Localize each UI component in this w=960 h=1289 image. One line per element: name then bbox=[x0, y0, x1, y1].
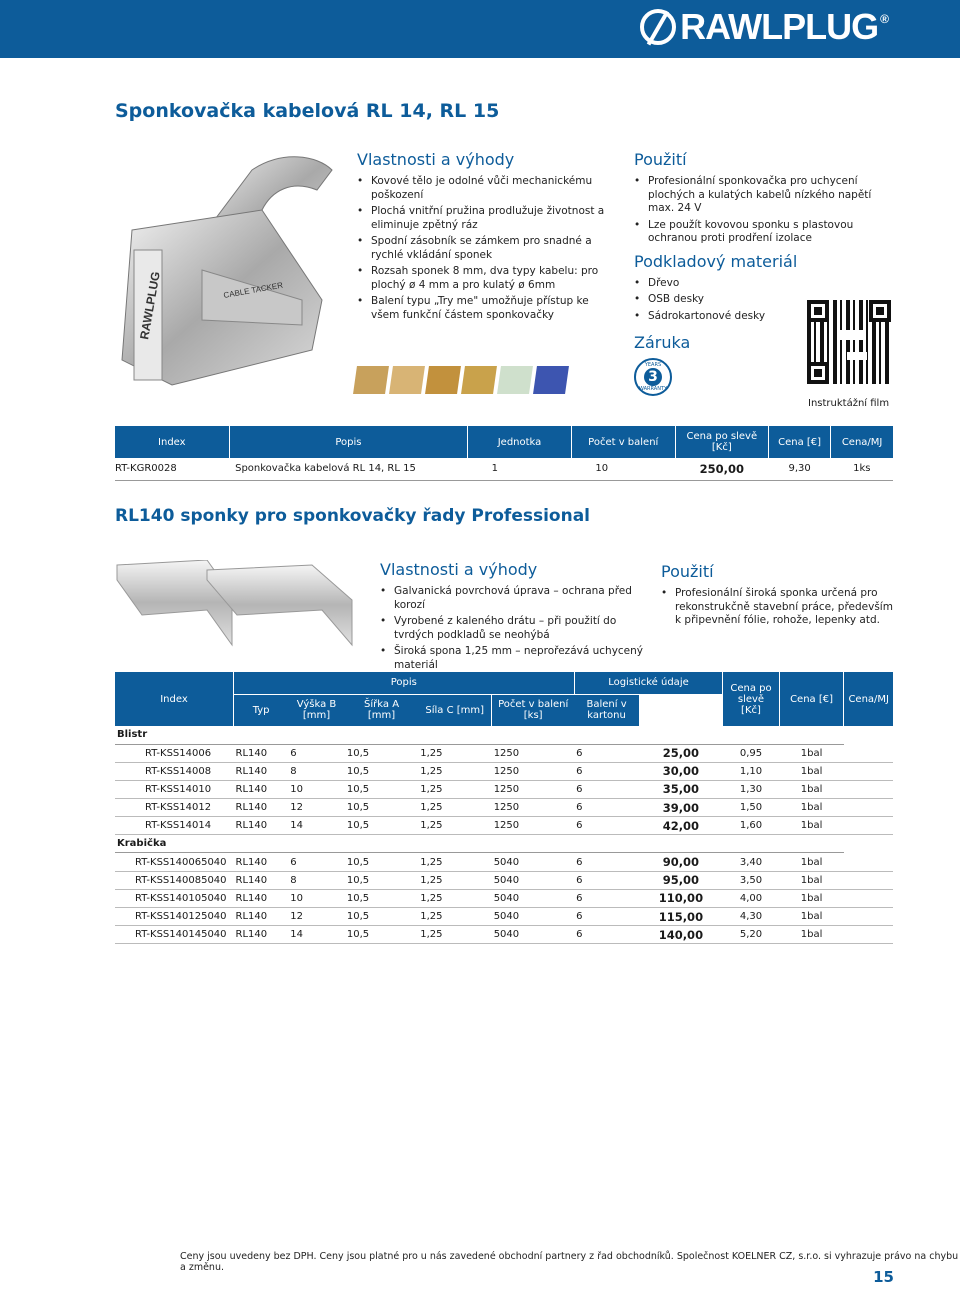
qr-caption: Instruktážní film bbox=[808, 398, 890, 409]
cell-vyska: 6 bbox=[290, 747, 297, 759]
cell-vyska: 10 bbox=[290, 783, 303, 795]
cell-jednotka: 1 bbox=[491, 463, 499, 475]
warranty-bottom-text: WARRANTY bbox=[638, 386, 668, 392]
cell-cena-mj: 1bal bbox=[800, 929, 823, 941]
cell-pocet: 5040 bbox=[493, 911, 520, 923]
cell-cena-eur: 9,30 bbox=[788, 463, 811, 475]
section2-use-title: Použití bbox=[661, 562, 714, 581]
section2-use-list bbox=[661, 587, 901, 628]
cell-baleni: 6 bbox=[576, 765, 583, 777]
cell-index: RT-KSS14014 bbox=[145, 820, 212, 832]
cell-baleni: 6 bbox=[576, 874, 583, 886]
use-list bbox=[634, 175, 896, 246]
list-item: • Rozsah sponek 8 mm, dva typy kabelu: pro plochý ø 4 mm a pro kulatý ø 6mm bbox=[357, 265, 619, 292]
cell-sila: 1,25 bbox=[420, 802, 443, 814]
table-row bbox=[115, 908, 893, 926]
cell-cena-eur: 4,00 bbox=[739, 892, 763, 904]
product-table bbox=[115, 426, 893, 481]
swatch-osb bbox=[425, 366, 461, 394]
table-row bbox=[115, 744, 893, 762]
cell-cena-eur: 0,95 bbox=[739, 747, 763, 759]
cell-baleni: 6 bbox=[576, 747, 583, 759]
section2-title: RL140 sponky pro sponkovačky řady Professional bbox=[115, 506, 591, 526]
cell-sirka: 10,5 bbox=[346, 929, 370, 941]
cell-cena-eur: 3,50 bbox=[739, 874, 763, 886]
col-popis: Popis bbox=[229, 426, 468, 458]
cell-cena-eur: 5,20 bbox=[739, 929, 763, 941]
list-item: • Galvanická povrchová úprava – ochrana před korozí bbox=[380, 585, 650, 612]
cell-cena-mj: 1ks bbox=[853, 463, 871, 475]
col-sirka: Šířka A [mm] bbox=[364, 699, 400, 722]
table-row bbox=[115, 762, 893, 780]
cell-index: RT-KSS14012 bbox=[145, 802, 212, 814]
group-popis: Popis bbox=[234, 672, 575, 694]
group-logistics: Logistické údaje bbox=[574, 672, 723, 694]
col-sila: Síla C [mm] bbox=[425, 704, 485, 716]
cell-typ: RL140 bbox=[235, 911, 268, 923]
table-row bbox=[115, 871, 893, 889]
cell-typ: RL140 bbox=[235, 820, 268, 832]
cell-index: RT-KSS14006 bbox=[145, 747, 212, 759]
cell-vyska: 8 bbox=[290, 874, 297, 886]
list-item: • Kovové tělo je odolné vůči mechanickému poškození bbox=[357, 175, 619, 202]
cell-cena-mj: 1bal bbox=[800, 820, 823, 832]
cell-typ: RL140 bbox=[235, 929, 268, 941]
list-item: • Dřevo bbox=[634, 277, 794, 291]
warranty-number: 3 bbox=[644, 368, 662, 386]
cell-sirka: 10,5 bbox=[346, 820, 370, 832]
col-cena-kc: Cena po slevě [Kč] bbox=[675, 426, 768, 458]
cell-pocet: 1250 bbox=[493, 820, 520, 832]
section2-features-title: Vlastnosti a výhody bbox=[380, 560, 538, 579]
table-row bbox=[115, 817, 893, 835]
cell-typ: RL140 bbox=[235, 783, 268, 795]
list-item: • Profesionální široká sponka určená pro rekonstrukčně stavební práce, především k připevnění fólie, rohože, lepenky atd. bbox=[661, 587, 901, 628]
cell-cena-kc: 90,00 bbox=[662, 855, 700, 870]
cell-baleni: 6 bbox=[576, 783, 583, 795]
use-title: Použití bbox=[634, 150, 687, 169]
cell-cena-mj: 1bal bbox=[800, 765, 823, 777]
cell-pocet: 1250 bbox=[493, 783, 520, 795]
cell-cena-kc: 95,00 bbox=[662, 873, 700, 888]
logo-text: RAWLPLUG bbox=[680, 6, 879, 47]
col-cena-mj: Cena/MJ bbox=[844, 672, 893, 726]
cell-cena-mj: 1bal bbox=[800, 783, 823, 795]
cell-cena-eur: 4,30 bbox=[739, 911, 763, 923]
table-row bbox=[115, 799, 893, 817]
col-jednotka: Jednotka bbox=[468, 426, 572, 458]
col-baleni: Balení v kartonu bbox=[586, 699, 627, 722]
cell-sirka: 10,5 bbox=[346, 802, 370, 814]
cell-cena-eur: 3,40 bbox=[739, 856, 763, 868]
cell-pocet: 5040 bbox=[493, 892, 520, 904]
col-index: Index bbox=[160, 693, 188, 705]
cell-sila: 1,25 bbox=[420, 874, 443, 886]
warranty-top-text: YEARS bbox=[644, 362, 662, 368]
cell-baleni: 6 bbox=[576, 929, 583, 941]
swatch-drywall bbox=[497, 366, 533, 394]
cell-vyska: 12 bbox=[290, 911, 303, 923]
col-cena-eur: Cena [€] bbox=[768, 426, 830, 458]
cell-vyska: 6 bbox=[290, 856, 297, 868]
cell-cena-eur: 1,30 bbox=[739, 783, 763, 795]
cell-sirka: 10,5 bbox=[346, 783, 370, 795]
cell-typ: RL140 bbox=[235, 802, 268, 814]
col-pocet: Počet v balení [ks] bbox=[492, 694, 574, 726]
cell-typ: RL140 bbox=[235, 874, 268, 886]
cell-sirka: 10,5 bbox=[346, 892, 370, 904]
cell-cena-kc: 25,00 bbox=[662, 746, 700, 761]
features-title: Vlastnosti a výhody bbox=[357, 150, 515, 169]
cell-sila: 1,25 bbox=[420, 856, 443, 868]
swatch-fabric bbox=[533, 366, 569, 394]
logo-mark-icon bbox=[640, 9, 676, 45]
cell-baleni: 6 bbox=[576, 802, 583, 814]
footer-note: Ceny jsou uvedeny bez DPH. Ceny jsou platné pro u nás zavedené obchodní partnery z řad obchodníků. Společnost KOELNER CZ, s.r.o. si vyhrazuje právo na chybu a změnu. bbox=[180, 1251, 959, 1273]
col-vyska: Výška B [mm] bbox=[296, 699, 337, 722]
cell-cena-eur: 1,60 bbox=[739, 820, 763, 832]
cell-cena-kc: 140,00 bbox=[658, 927, 704, 942]
svg-text:RAWLPLUG: RAWLPLUG bbox=[137, 270, 163, 341]
cell-sila: 1,25 bbox=[420, 765, 443, 777]
cell-cena-kc: 42,00 bbox=[662, 818, 700, 833]
list-item: • Sádrokartonové desky bbox=[634, 310, 794, 324]
header-bar bbox=[0, 0, 960, 58]
cell-cena-mj: 1bal bbox=[800, 874, 823, 886]
page-title: Sponkovačka kabelová RL 14, RL 15 bbox=[115, 100, 500, 122]
cell-sila: 1,25 bbox=[420, 747, 443, 759]
warranty-badge bbox=[634, 358, 672, 396]
staples-table bbox=[115, 672, 893, 944]
base-material-list bbox=[634, 277, 794, 324]
group-label-blistr: Blistr bbox=[115, 726, 844, 744]
cell-baleni: 6 bbox=[576, 911, 583, 923]
cell-sila: 1,25 bbox=[420, 820, 443, 832]
table-row bbox=[115, 780, 893, 798]
cell-vyska: 14 bbox=[290, 929, 303, 941]
cell-cena-kc: 115,00 bbox=[658, 909, 704, 924]
cell-cena-eur: 1,10 bbox=[739, 765, 763, 777]
cell-pocet: 10 bbox=[595, 463, 609, 475]
cell-pocet: 1250 bbox=[493, 802, 520, 814]
col-cena-mj: Cena/MJ bbox=[831, 426, 893, 458]
blistr-rows bbox=[115, 744, 893, 835]
cell-cena-kc: 39,00 bbox=[662, 800, 700, 815]
swatch-plywood bbox=[461, 366, 497, 394]
cell-pocet: 5040 bbox=[493, 874, 520, 886]
cell-vyska: 12 bbox=[290, 802, 303, 814]
cell-baleni: 6 bbox=[576, 820, 583, 832]
cell-index: RT-KSS14008 bbox=[145, 765, 212, 777]
cell-popis: Sponkovačka kabelová RL 14, RL 15 bbox=[235, 463, 416, 475]
cell-cena-kc: 250,00 bbox=[699, 461, 744, 476]
cell-pocet: 1250 bbox=[493, 765, 520, 777]
cell-vyska: 8 bbox=[290, 765, 297, 777]
cell-index: RT-KSS140105040 bbox=[135, 892, 227, 904]
cell-cena-kc: 30,00 bbox=[662, 764, 700, 779]
list-item: • Lze použít kovovou sponku s plastovou ochranou proti prodření izolace bbox=[634, 219, 896, 246]
group-label-krabicka: Krabička bbox=[115, 835, 844, 853]
cell-cena-kc: 35,00 bbox=[662, 782, 700, 797]
col-index: Index bbox=[158, 436, 186, 448]
list-item: • Široká spona 1,25 mm – neprořezává uchycený materiál bbox=[380, 645, 650, 672]
cell-pocet: 1250 bbox=[493, 747, 520, 759]
cell-index: RT-KGR0028 bbox=[115, 463, 177, 475]
features-list bbox=[357, 175, 619, 322]
cell-cena-kc: 110,00 bbox=[658, 891, 704, 906]
list-item: • Plochá vnitřní pružina prodlužuje životnost a eliminuje zpětný ráz bbox=[357, 205, 619, 232]
cell-index: RT-KSS140065040 bbox=[135, 856, 227, 868]
warranty-title: Záruka bbox=[634, 333, 691, 352]
cell-index: RT-KSS140145040 bbox=[135, 929, 227, 941]
table-row bbox=[115, 889, 893, 907]
list-item: • Profesionální sponkovačka pro uchycení plochých a kulatých kabelů nízkého napětí max. 24 V bbox=[634, 175, 896, 216]
list-item: • OSB desky bbox=[634, 293, 794, 307]
col-pocet: Počet v balení bbox=[571, 426, 675, 458]
krabicka-rows bbox=[115, 853, 893, 944]
section2-features-list bbox=[380, 585, 650, 672]
table-row bbox=[115, 926, 893, 944]
cell-sila: 1,25 bbox=[420, 783, 443, 795]
cell-vyska: 10 bbox=[290, 892, 303, 904]
svg-text:CABLE TACKER: CABLE TACKER bbox=[222, 280, 284, 300]
col-cena-eur: Cena [€] bbox=[779, 672, 844, 726]
registered-mark: ® bbox=[880, 12, 888, 26]
cell-pocet: 5040 bbox=[493, 929, 520, 941]
cell-typ: RL140 bbox=[235, 892, 268, 904]
cell-index: RT-KSS14010 bbox=[145, 783, 212, 795]
cell-sila: 1,25 bbox=[420, 929, 443, 941]
cell-sirka: 10,5 bbox=[346, 874, 370, 886]
cell-cena-eur: 1,50 bbox=[739, 802, 763, 814]
cell-sirka: 10,5 bbox=[346, 911, 370, 923]
cell-cena-mj: 1bal bbox=[800, 911, 823, 923]
cell-cena-mj: 1bal bbox=[800, 856, 823, 868]
cell-sirka: 10,5 bbox=[346, 747, 370, 759]
cell-pocet: 5040 bbox=[493, 856, 520, 868]
list-item: • Vyrobené z kaleného drátu – při použití do tvrdých podkladů se neohýbá bbox=[380, 615, 650, 642]
rawlplug-logo bbox=[640, 6, 888, 48]
cell-index: RT-KSS140085040 bbox=[135, 874, 227, 886]
base-material-title: Podkladový materiál bbox=[634, 251, 798, 271]
list-item: • Spodní zásobník se zámkem pro snadné a rychlé vkládání sponek bbox=[357, 235, 619, 262]
cell-typ: RL140 bbox=[235, 747, 268, 759]
page-number: 15 bbox=[873, 1268, 894, 1286]
cell-cena-mj: 1bal bbox=[800, 892, 823, 904]
list-item: • Balení typu „Try me" umožňuje přístup ke všem funkční částem sponkovačky bbox=[357, 295, 619, 322]
cell-sirka: 10,5 bbox=[346, 765, 370, 777]
cell-sirka: 10,5 bbox=[346, 856, 370, 868]
cell-baleni: 6 bbox=[576, 892, 583, 904]
cell-cena-mj: 1bal bbox=[800, 802, 823, 814]
cell-sila: 1,25 bbox=[420, 911, 443, 923]
cell-sila: 1,25 bbox=[420, 892, 443, 904]
cell-cena-mj: 1bal bbox=[800, 747, 823, 759]
cell-baleni: 6 bbox=[576, 856, 583, 868]
staples-image bbox=[112, 560, 362, 652]
cell-typ: RL140 bbox=[235, 765, 268, 777]
col-cena-kc: Cena po slevě [Kč] bbox=[723, 672, 779, 726]
qr-code[interactable] bbox=[807, 300, 891, 384]
swatch-wood-light bbox=[389, 366, 425, 394]
table-row bbox=[115, 458, 893, 480]
swatch-wood bbox=[353, 366, 389, 394]
cell-index: RT-KSS140125040 bbox=[135, 911, 227, 923]
stapler-image bbox=[112, 150, 348, 390]
cell-typ: RL140 bbox=[235, 856, 268, 868]
cell-vyska: 14 bbox=[290, 820, 303, 832]
material-swatches bbox=[355, 366, 575, 396]
col-typ: Typ bbox=[234, 694, 289, 726]
table-row bbox=[115, 853, 893, 871]
